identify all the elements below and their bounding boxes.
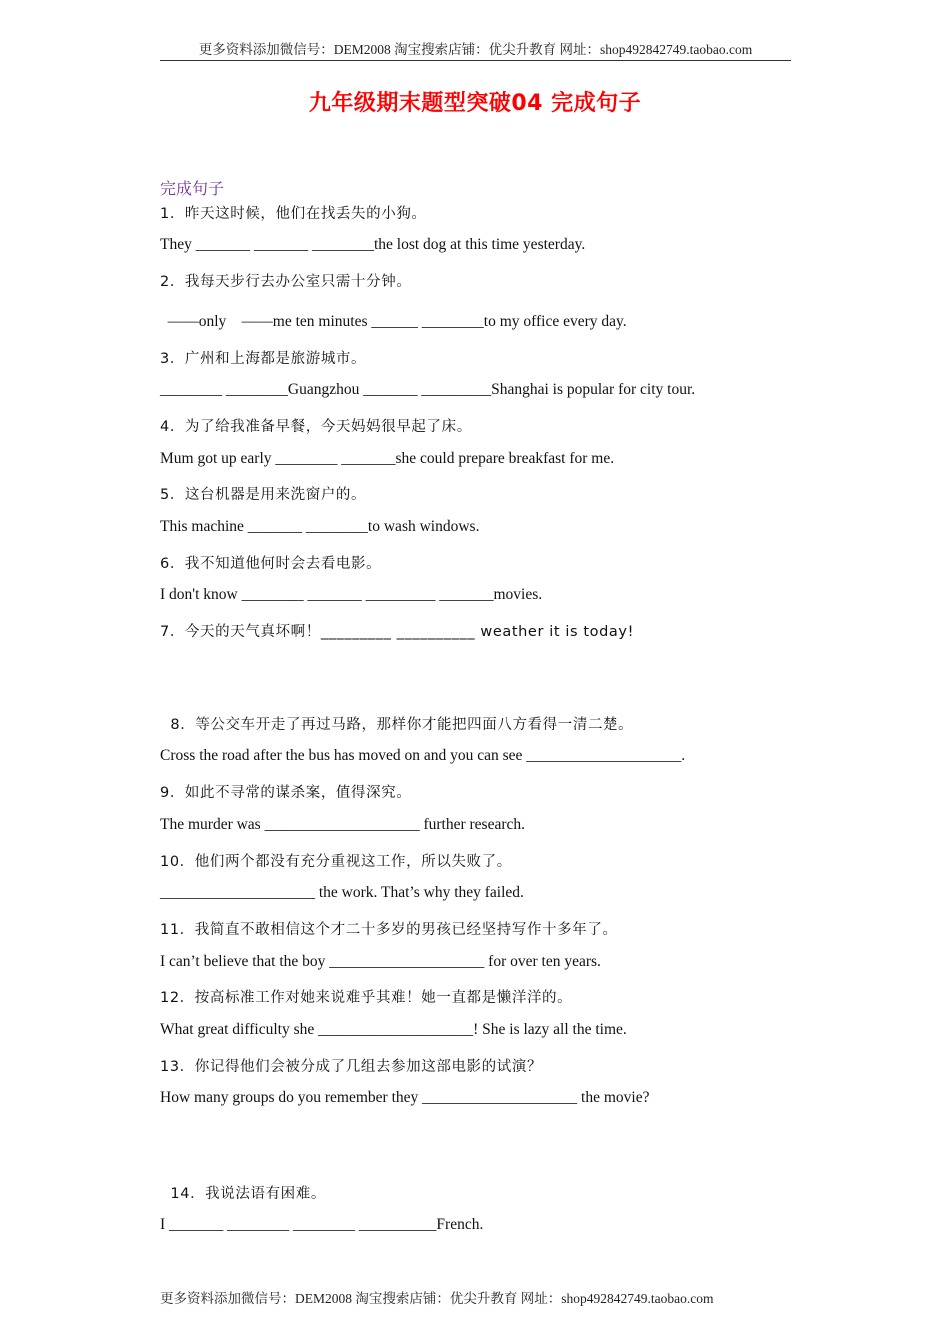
question-8-english: Cross the road after the bus has moved on and you can see ____________________. — [160, 747, 686, 764]
page-footer: 更多资料添加微信号：DEM2008 淘宝搜索店铺：优尖升教育 网址：shop492842749.taobao.com — [160, 1291, 714, 1306]
question-2-english: ——only ——me ten minutes ______ ________to my office every day. — [160, 313, 627, 330]
question-8-chinese: 8．等公交车开走了再过马路，那样你才能把四面八方看得一清二楚。 — [160, 717, 634, 733]
question-11-english: I can’t believe that the boy ____________________ for over ten years. — [160, 953, 601, 970]
question-12-chinese: 12．按高标准工作对她来说难乎其难！她一直都是懒洋洋的。 — [160, 990, 573, 1006]
question-7: 7．今天的天气真坏啊！_________ __________ weather it is today! — [160, 624, 634, 640]
question-1-english: They _______ _______ ________the lost dog at this time yesterday. — [160, 236, 586, 253]
question-14-chinese: 14．我说法语有困难。 — [160, 1186, 326, 1202]
question-12-english: What great difficulty she ____________________! She is lazy all the time. — [160, 1021, 627, 1038]
question-14-english: I _______ ________ ________ __________French. — [160, 1216, 484, 1233]
question-4-chinese: 4．为了给我准备早餐，今天妈妈很早起了床。 — [160, 419, 472, 435]
question-6-chinese: 6．我不知道他何时会去看电影。 — [160, 556, 382, 572]
question-9-english: The murder was ____________________ further research. — [160, 816, 526, 833]
question-5-chinese: 5．这台机器是用来洗窗户的。 — [160, 487, 367, 503]
question-2-chinese: 2．我每天步行去办公室只需十分钟。 — [160, 274, 412, 290]
question-1-chinese: 1．昨天这时候，他们在找丢失的小狗。 — [160, 206, 427, 222]
question-3-english: ________ ________Guangzhou _______ _________Shanghai is popular for city tour. — [160, 381, 696, 398]
page-title: 九年级期末题型突破04 完成句子 — [308, 91, 642, 116]
question-10-english: ____________________ the work. That’s why they failed. — [160, 884, 524, 901]
question-10-chinese: 10．他们两个都没有充分重视这工作，所以失败了。 — [160, 854, 512, 870]
question-11-chinese: 11．我简直不敢相信这个才二十多岁的男孩已经坚持写作十多年了。 — [160, 922, 618, 938]
question-5-english: This machine _______ ________to wash windows. — [160, 518, 480, 535]
question-3-chinese: 3．广州和上海都是旅游城市。 — [160, 351, 367, 367]
section-heading: 完成句子 — [160, 179, 225, 198]
question-9-chinese: 9．如此不寻常的谋杀案，值得深究。 — [160, 785, 412, 801]
question-13-english: How many groups do you remember they ____________________ the movie? — [160, 1089, 650, 1106]
page-header: 更多资料添加微信号：DEM2008 淘宝搜索店铺：优尖升教育 网址：shop492842749.taobao.com — [160, 38, 791, 61]
question-13-chinese: 13．你记得他们会被分成了几组去参加这部电影的试演？ — [160, 1059, 543, 1075]
question-4-english: Mum got up early ________ _______she could prepare breakfast for me. — [160, 450, 615, 467]
question-6-english: I don't know ________ _______ _________ _______movies. — [160, 586, 543, 603]
